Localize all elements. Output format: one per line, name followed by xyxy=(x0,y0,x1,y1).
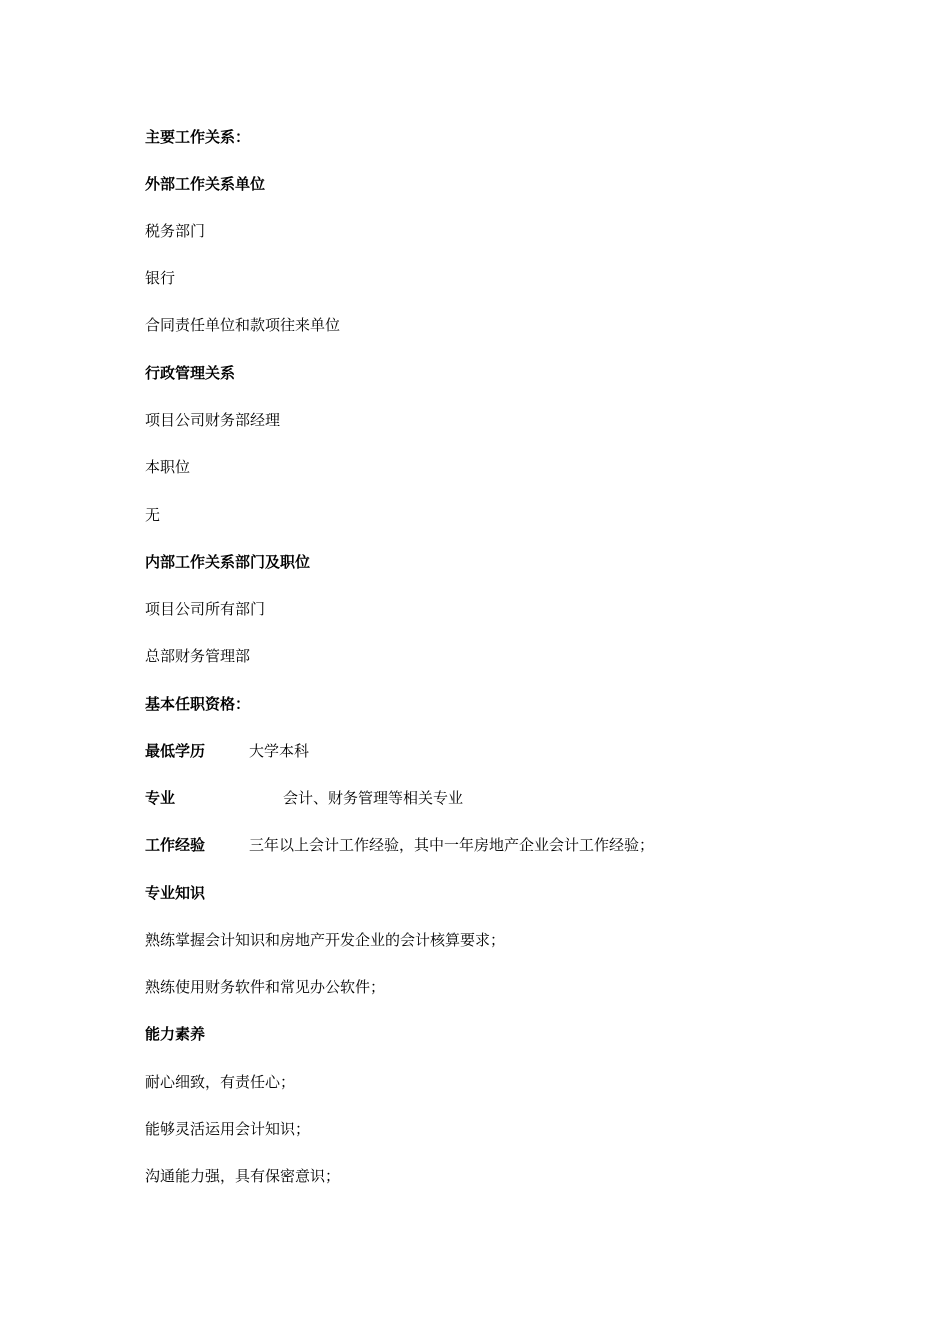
main-relations-heading: 主要工作关系： xyxy=(145,128,251,146)
qualification-major-row xyxy=(145,788,705,808)
external-item-contract-units: 合同责任单位和款项往来单位 xyxy=(145,316,341,334)
admin-item-finance-manager: 项目公司财务部经理 xyxy=(145,411,281,429)
knowledge-heading: 专业知识 xyxy=(145,884,206,902)
external-item-bank: 银行 xyxy=(145,269,176,287)
ability-item-flexible: 能够灵活运用会计知识； xyxy=(145,1120,311,1138)
external-item-tax: 税务部门 xyxy=(145,222,206,240)
internal-item-all-departments: 项目公司所有部门 xyxy=(145,600,266,618)
knowledge-item-accounting: 熟练掌握会计知识和房地产开发企业的会计核算要求； xyxy=(145,931,506,949)
ability-item-communication: 沟通能力强，具有保密意识； xyxy=(145,1167,341,1185)
admin-item-this-position: 本职位 xyxy=(145,458,191,476)
qualification-education-row xyxy=(145,741,705,761)
ability-item-patient: 耐心细致，有责任心； xyxy=(145,1073,296,1091)
education-value: 大学本科 xyxy=(249,742,310,760)
admin-item-none: 无 xyxy=(145,506,161,524)
admin-relations-heading: 行政管理关系 xyxy=(145,364,236,382)
internal-item-hq-finance: 总部财务管理部 xyxy=(145,647,251,665)
knowledge-item-software: 熟练使用财务软件和常见办公软件； xyxy=(145,978,386,996)
major-label: 专业 xyxy=(145,789,176,807)
external-relations-heading: 外部工作关系单位 xyxy=(145,175,266,193)
experience-label: 工作经验 xyxy=(145,836,206,854)
abilities-heading: 能力素养 xyxy=(145,1025,206,1043)
major-value: 会计、财务管理等相关专业 xyxy=(283,789,464,807)
internal-relations-heading: 内部工作关系部门及职位 xyxy=(145,553,311,571)
qualifications-heading: 基本任职资格： xyxy=(145,695,251,713)
qualification-experience-row xyxy=(145,835,745,855)
experience-value: 三年以上会计工作经验，其中一年房地产企业会计工作经验； xyxy=(249,836,655,854)
education-label: 最低学历 xyxy=(145,742,206,760)
